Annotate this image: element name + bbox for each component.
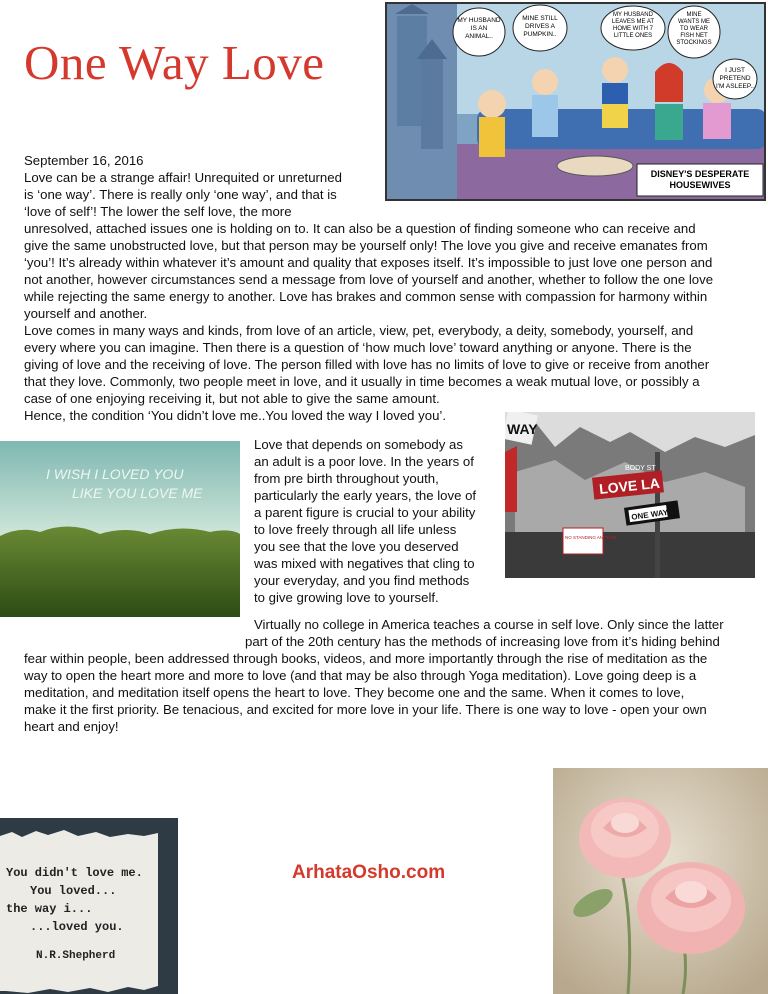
torn-note-image (0, 818, 178, 994)
date-text: September 16, 2016 (24, 153, 144, 168)
paragraph-4-first (254, 616, 724, 633)
intro-block (24, 152, 342, 220)
text-line: not another, however circumstances send a message from love of yourself and another, whether to follow the one love (24, 272, 714, 287)
text-line: your everyday, and you find methods (254, 573, 470, 588)
text-line: that they love. Commonly, two people meet in love, and it usually in time becomes a weak mutual love, or possibly a (24, 374, 700, 389)
text-line: giving of love and the receiving of love. The person filled with love has no limits of love to give or receive from another (24, 357, 710, 372)
text-line: Virtually no college in America teaches a course in self love. Only since the latter (254, 617, 724, 632)
paragraph-1 (24, 220, 713, 322)
text-line: Love that depends on somebody as (254, 437, 463, 452)
note-line-3: the way i... (6, 902, 93, 916)
paragraph-4-second (245, 633, 720, 650)
text-line: ‘you’! It’s already within whatever it’s amount and quality that exposes itself. It’s impossible to just love one person and (24, 255, 713, 270)
text-line: fear within people, been addressed through books, videos, and more importantly through the rise of meditation as the (24, 651, 708, 666)
body-st-text: BODY ST (625, 465, 656, 472)
text-line: Hence, the condition ‘You didn’t love me..You loved the way I loved you’. (24, 408, 447, 423)
note-author: N.R.Shepherd (36, 950, 116, 962)
svg-text:MY HUSBANDIS ANANIMAL..: MY HUSBAND IS AN ANIMAL.. (457, 17, 501, 40)
wish-line-1: I WISH I LOVED YOU (46, 466, 184, 482)
text-line: was mixed with negatives that cling to (254, 556, 475, 571)
svg-text:MY HUSBANDLEAVES ME ATHOME WIT: MY HUSBAND LEAVES ME AT HOME WITH 7 LITTLE ONES (611, 12, 655, 39)
svg-text:MINE STILLDRIVES APUMPKIN..: MINE STILL DRIVES A PUMPKIN.. (522, 15, 558, 38)
text-line: case of one enjoying receiving it, but not able to give the same amount. (24, 391, 440, 406)
wish-line-2: LIKE YOU LOVE ME (72, 485, 203, 501)
text-line: you see that the love you deserved (254, 539, 459, 554)
love-lane-text: LOVE LA (598, 474, 661, 497)
street-signs-image (505, 412, 755, 578)
text-line: from pre birth throughout youth, (254, 471, 439, 486)
no-standing-text: NO STANDING ANYTIME (565, 535, 617, 540)
way-partial-text: WAY (507, 421, 538, 437)
text-line: give the same unobstructed love, but that person may be yourself only! The love you give and receive emanates from (24, 238, 708, 253)
one-way-text: ONE WAY (630, 507, 669, 522)
text-line: meditation, and meditation itself opens the heart to love. They become one and the same. When it comes to love, (24, 685, 685, 700)
text-line: make it the first priority. Be tenacious, and excited for more love in your life. There is one way to love - open your own (24, 702, 707, 717)
text-line: yourself and another. (24, 306, 148, 321)
wish-image (0, 441, 240, 617)
text-line: is ‘one way’. There is really only ‘one way’, and that is (24, 187, 337, 202)
text-line: particularly the early years, the love of (254, 488, 477, 503)
text-line: every where you can imagine. Then there is a question of ‘how much love’ toward anything or anyone. There is the (24, 340, 692, 355)
text-line: to love freely through all life unless (254, 522, 457, 537)
note-line-2: You loved... (30, 884, 117, 898)
text-line: to give growing love to yourself. (254, 590, 439, 605)
paragraph-2 (24, 322, 709, 424)
text-line: a parent figure is crucial to your ability (254, 505, 476, 520)
text-line: part of the 20th century has the methods of increasing love from it’s hiding behind (245, 634, 720, 649)
page-title: One Way Love (24, 35, 325, 90)
svg-text:I JUSTPRETENDI'M ASLEEP..: I JUST PRETEND I'M ASLEEP.. (716, 67, 754, 90)
note-line-1: You didn't love me. (6, 866, 143, 880)
text-line: Love can be a strange affair! Unrequited or unreturned (24, 170, 342, 185)
paragraph-3 (254, 436, 476, 606)
text-line: heart and enjoy! (24, 719, 119, 734)
text-line: ‘love of self’! The lower the self love, the more (24, 204, 292, 219)
roses-image (553, 768, 768, 994)
comic-image (385, 2, 766, 201)
text-line: an adult is a poor love. In the years of (254, 454, 474, 469)
text-line: way to open the heart more and more to love (and that may be also through Yoga meditation). Love going deep is a (24, 668, 697, 683)
svg-text:DISNEY'S DESPERATEHOUSEWIVES: DISNEY'S DESPERATE HOUSEWIVES (650, 169, 750, 190)
text-line: unresolved, attached issues one is holding on to. It can also be a question of finding someone who can receive and (24, 221, 696, 236)
website-link[interactable]: ArhataOsho.com (292, 862, 446, 883)
svg-text:MINEWANTS METO WEARFISH NETSTO: MINE WANTS ME TO WEAR FISH NET STOCKINGS (676, 12, 712, 46)
paragraph-4 (24, 650, 707, 735)
note-line-4: ...loved you. (30, 920, 124, 934)
text-line: Love comes in many ways and kinds, from love of an article, view, pet, everybody, a deity, somebody, yourself, and (24, 323, 694, 338)
text-line: while rejecting the same energy to another. Love has brakes and common sense with compassion for harmony within (24, 289, 708, 304)
